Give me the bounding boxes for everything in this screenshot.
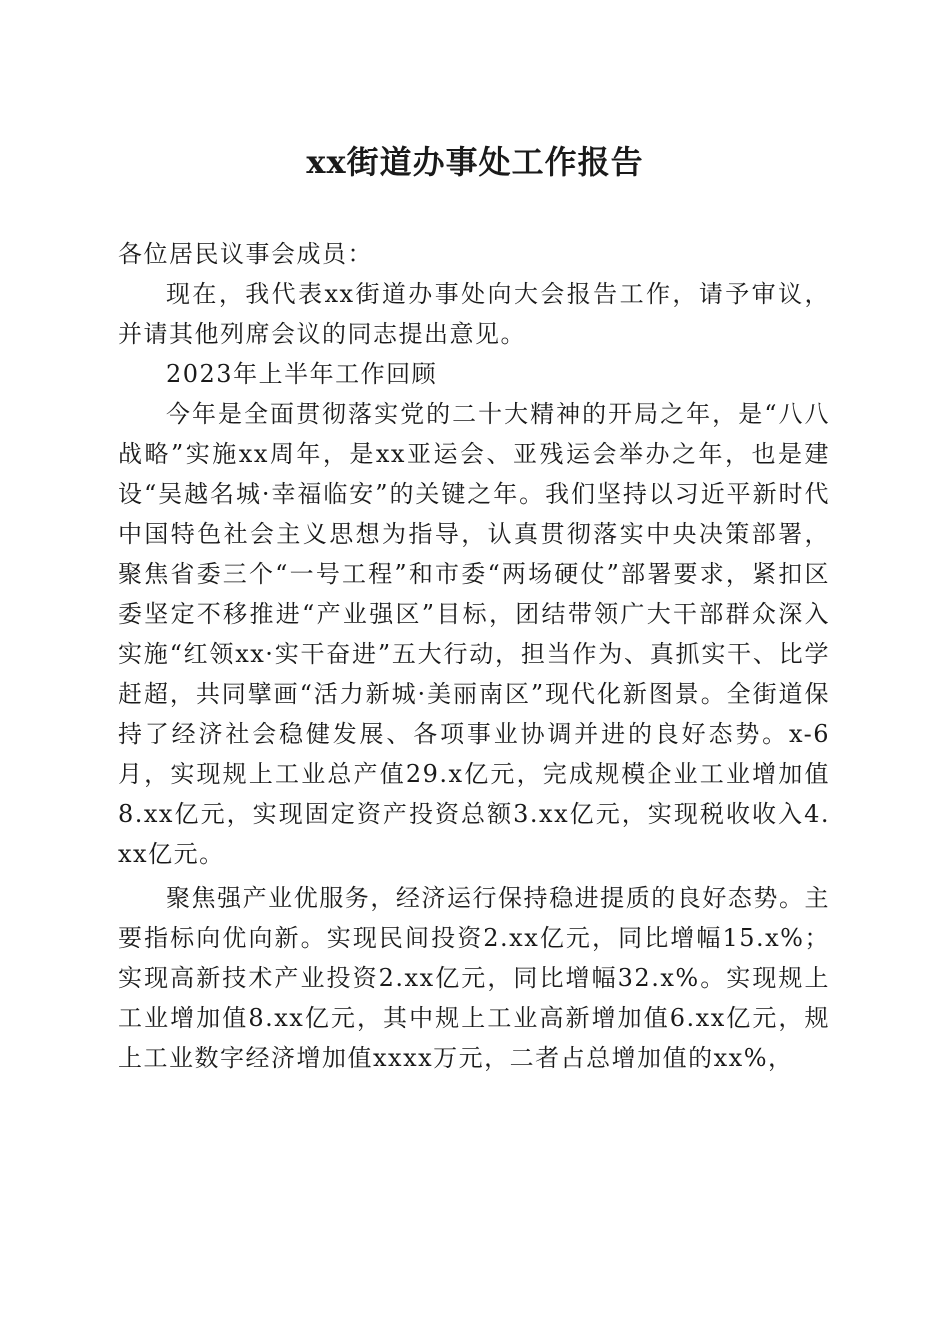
paragraph-economy: 聚焦强产业优服务，经济运行保持稳进提质的良好态势。主要指标向优向新。实现民间投资2.xx亿元，同比增幅15.x%；实现高新技术产业投资2.xx亿元，同比增幅32.x%。实现规上工业增加值8.xx亿元，其中规上工业高新增加值6.xx亿元，规上工业数字经济增加值xxxx万元，二者占总增加值的xx%，	[118, 884, 830, 1072]
salutation: 各位居民议事会成员：	[118, 240, 373, 268]
section-heading: 2023年上半年工作回顾	[166, 360, 438, 388]
paragraph-intro: 现在，我代表xx街道办事处向大会报告工作，请予审议，并请其他列席会议的同志提出意见。	[118, 280, 830, 348]
document-body	[118, 234, 830, 1078]
document-title: xx街道办事处工作报告	[306, 143, 644, 181]
paragraph-review: 今年是全面贯彻落实党的二十大精神的开局之年，是“八八战略”实施xx周年，是xx亚运会、亚残运会举办之年，也是建设“吴越名城·幸福临安”的关键之年。我们坚持以习近平新时代中国特色社会主义思想为指导，认真贯彻落实中央决策部署，聚焦省委三个“一号工程”和市委“两场硬仗”部署要求，紧扣区委坚定不移推进“产业强区”目标，团结带领广大干部群众深入实施“红领xx·实干奋进”五大行动，担当作为、真抓实干、比学赶超，共同擘画“活力新城·美丽南区”现代化新图景。全街道保持了经济社会稳健发展、各项事业协调并进的良好态势。x-6月，实现规上工业总产值29.x亿元，完成规模企业工业增加值8.xx亿元，实现固定资产投资总额3.xx亿元，实现税收收入4.xx亿元。	[118, 400, 830, 868]
